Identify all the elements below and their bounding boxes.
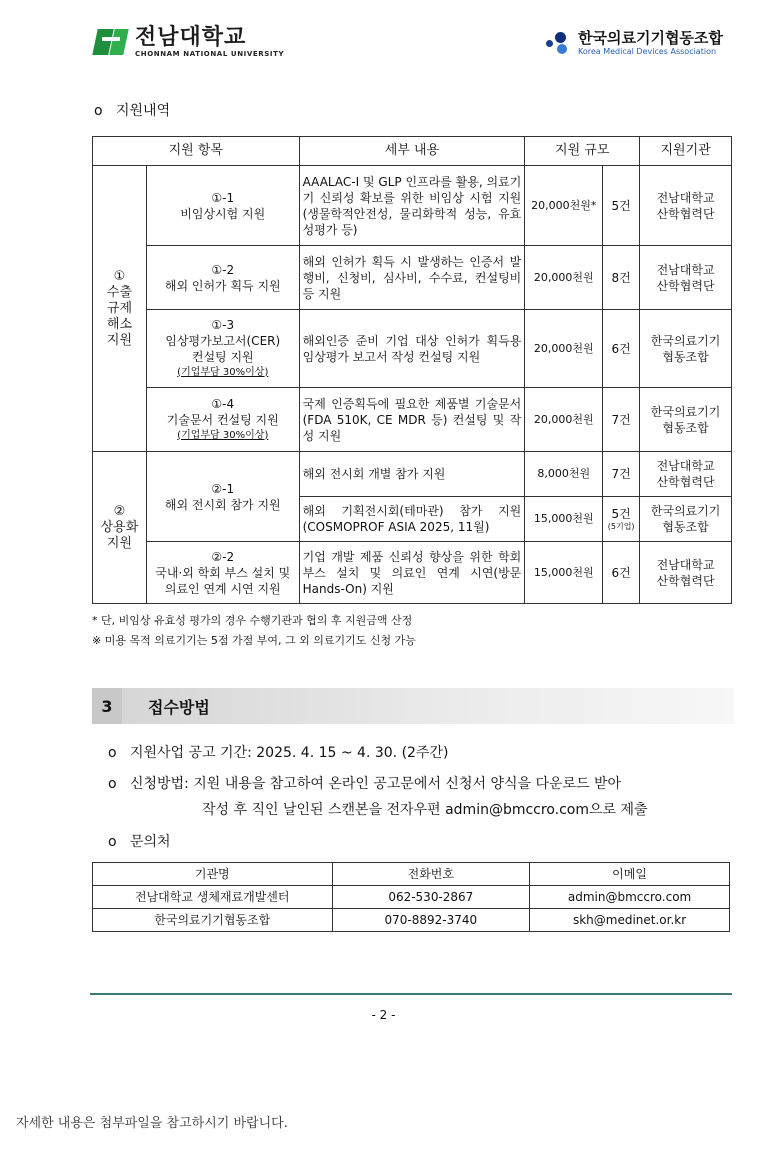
detail-cell: 기업 개발 제품 신뢰성 향상을 위한 학회 부스 설치 및 의료인 연계 시연(방문 Hands-On) 지원	[299, 542, 525, 604]
contact-org: 전남대학교 생체재료개발센터	[93, 886, 333, 909]
period-line: o 지원사업 공고 기간: 2025. 4. 15 ~ 4. 30. (2주간)	[108, 745, 449, 761]
amount-cell: 8,000천원	[525, 452, 603, 497]
contact-email: admin@bmccro.com	[530, 886, 730, 909]
kmdia-logo	[544, 22, 723, 62]
detail-cell: 해외인증 준비 기업 대상 인허가 획득용 임상평가 보고서 작성 컨설팅 지원	[299, 310, 525, 388]
org-cell: 한국의료기기 협동조합	[640, 388, 732, 452]
col-header: 기관명	[93, 863, 333, 886]
contact-phone: 070-8892-3740	[332, 909, 530, 932]
table-row	[93, 542, 732, 604]
detail-cell: 해외 인허가 획득 시 발생하는 인증서 발행비, 신청비, 심사비, 수수료, 컨설팅비 등 지원	[299, 246, 525, 310]
amount-cell: 20,000천원*	[525, 166, 603, 246]
org-cell: 한국의료기기 협동조합	[640, 310, 732, 388]
org-cell: 전남대학교 산학협력단	[640, 246, 732, 310]
count-cell: 6건	[603, 310, 640, 388]
org-cell: 한국의료기기 협동조합	[640, 497, 732, 542]
table-row	[93, 246, 732, 310]
item-cell: ①-1 비임상시험 지원	[146, 166, 299, 246]
page-number: - 2 -	[371, 1008, 396, 1022]
detail-cell: 국제 인증획득에 필요한 제품별 기술문서(FDA 510K, CE MDR 등) 컨설팅 및 작성 지원	[299, 388, 525, 452]
contact-phone: 062-530-2867	[332, 886, 530, 909]
table-row	[93, 886, 730, 909]
col-header: 이메일	[530, 863, 730, 886]
count-cell: 8건	[603, 246, 640, 310]
item-note: (기업부담 30%이상)	[177, 366, 269, 378]
item-cell: ①-3 임상평가보고서(CER) 컨설팅 지원 (기업부담 30%이상)	[146, 310, 299, 388]
amount-cell: 20,000천원	[525, 388, 603, 452]
method-line-2: 작성 후 직인 날인된 스캔본을 전자우편 admin@bmccro.com으로 제출	[202, 802, 648, 818]
footnote-1: * 단, 비임상 유효성 평가의 경우 수행기관과 협의 후 지원금액 산정	[92, 614, 413, 627]
table-row	[93, 166, 732, 246]
table-row	[93, 909, 730, 932]
item-cell: ②-1 해외 전시회 참가 지원	[146, 452, 299, 542]
col-header: 지원기관	[640, 137, 732, 166]
col-header: 세부 내용	[299, 137, 525, 166]
item-cell: ①-4 기술문서 컨설팅 지원 (기업부담 30%이상)	[146, 388, 299, 452]
col-header: 지원 규모	[525, 137, 640, 166]
section-number: 3	[92, 688, 122, 724]
table-row	[93, 388, 732, 452]
count-cell: 7건	[603, 452, 640, 497]
col-header: 전화번호	[332, 863, 530, 886]
cnu-name: 전남대학교	[135, 25, 247, 50]
kmdia-name: 한국의료기기협동조합	[578, 28, 723, 47]
section-title: 접수방법	[148, 697, 210, 717]
contact-heading: o 문의처	[108, 834, 171, 850]
org-cell: 전남대학교 산학협력단	[640, 166, 732, 246]
detail-cell: 해외 기획전시회(테마관) 참가 지원 (COSMOPROF ASIA 2025, 11월)	[299, 497, 525, 542]
amount-cell: 20,000천원	[525, 246, 603, 310]
count-note: (5기업)	[607, 522, 635, 531]
table-row	[93, 310, 732, 388]
group-label: ① 수출 규제 해소 지원	[93, 166, 147, 452]
org-cell: 전남대학교 산학협력단	[640, 542, 732, 604]
cnu-emblem-icon	[95, 25, 129, 59]
table-row	[93, 452, 732, 497]
contact-table	[92, 862, 730, 932]
support-heading: o 지원내역	[94, 103, 171, 119]
footer-rule	[90, 993, 732, 995]
kmdia-dots-icon	[544, 27, 574, 57]
col-header: 지원 항목	[93, 137, 300, 166]
kmdia-name-en: Korea Medical Devices Association	[578, 46, 717, 56]
bottom-note: 자세한 내용은 첨부파일을 참고하시기 바랍니다.	[16, 1116, 288, 1131]
method-line-1: o 신청방법: 지원 내용을 참고하여 온라인 공고문에서 신청서 양식을 다운로드 받아	[108, 776, 622, 792]
org-cell: 전남대학교 산학협력단	[640, 452, 732, 497]
footnote-2: ※ 미용 목적 의료기기는 5점 가점 부여, 그 외 의료기기도 신청 가능	[92, 634, 416, 647]
count-cell: 6건	[603, 542, 640, 604]
group-label: ② 상용화 지원	[93, 452, 147, 604]
cnu-name-en: CHONNAM NATIONAL UNIVERSITY	[135, 50, 285, 58]
count-cell: 5건 (5기업)	[603, 497, 640, 542]
amount-cell: 20,000천원	[525, 310, 603, 388]
contact-org: 한국의료기기협동조합	[93, 909, 333, 932]
item-cell: ②-2 국내·외 학회 부스 설치 및 의료인 연계 시연 지원	[146, 542, 299, 604]
amount-cell: 15,000천원	[525, 497, 603, 542]
amount-cell: 15,000천원	[525, 542, 603, 604]
support-table	[92, 136, 732, 604]
count-cell: 7건	[603, 388, 640, 452]
contact-email: skh@medinet.or.kr	[530, 909, 730, 932]
detail-cell: 해외 전시회 개별 참가 지원	[299, 452, 525, 497]
cnu-logo	[95, 22, 284, 62]
detail-cell: AAALAC-I 및 GLP 인프라를 활용, 의료기기 신뢰성 확보를 위한 비임상 시험 지원(생물학적안전성, 물리화학적 성능, 유효성평가 등)	[299, 166, 525, 246]
count-cell: 5건	[603, 166, 640, 246]
item-cell: ①-2 해외 인허가 획득 지원	[146, 246, 299, 310]
item-note: (기업부담 30%이상)	[177, 429, 269, 441]
